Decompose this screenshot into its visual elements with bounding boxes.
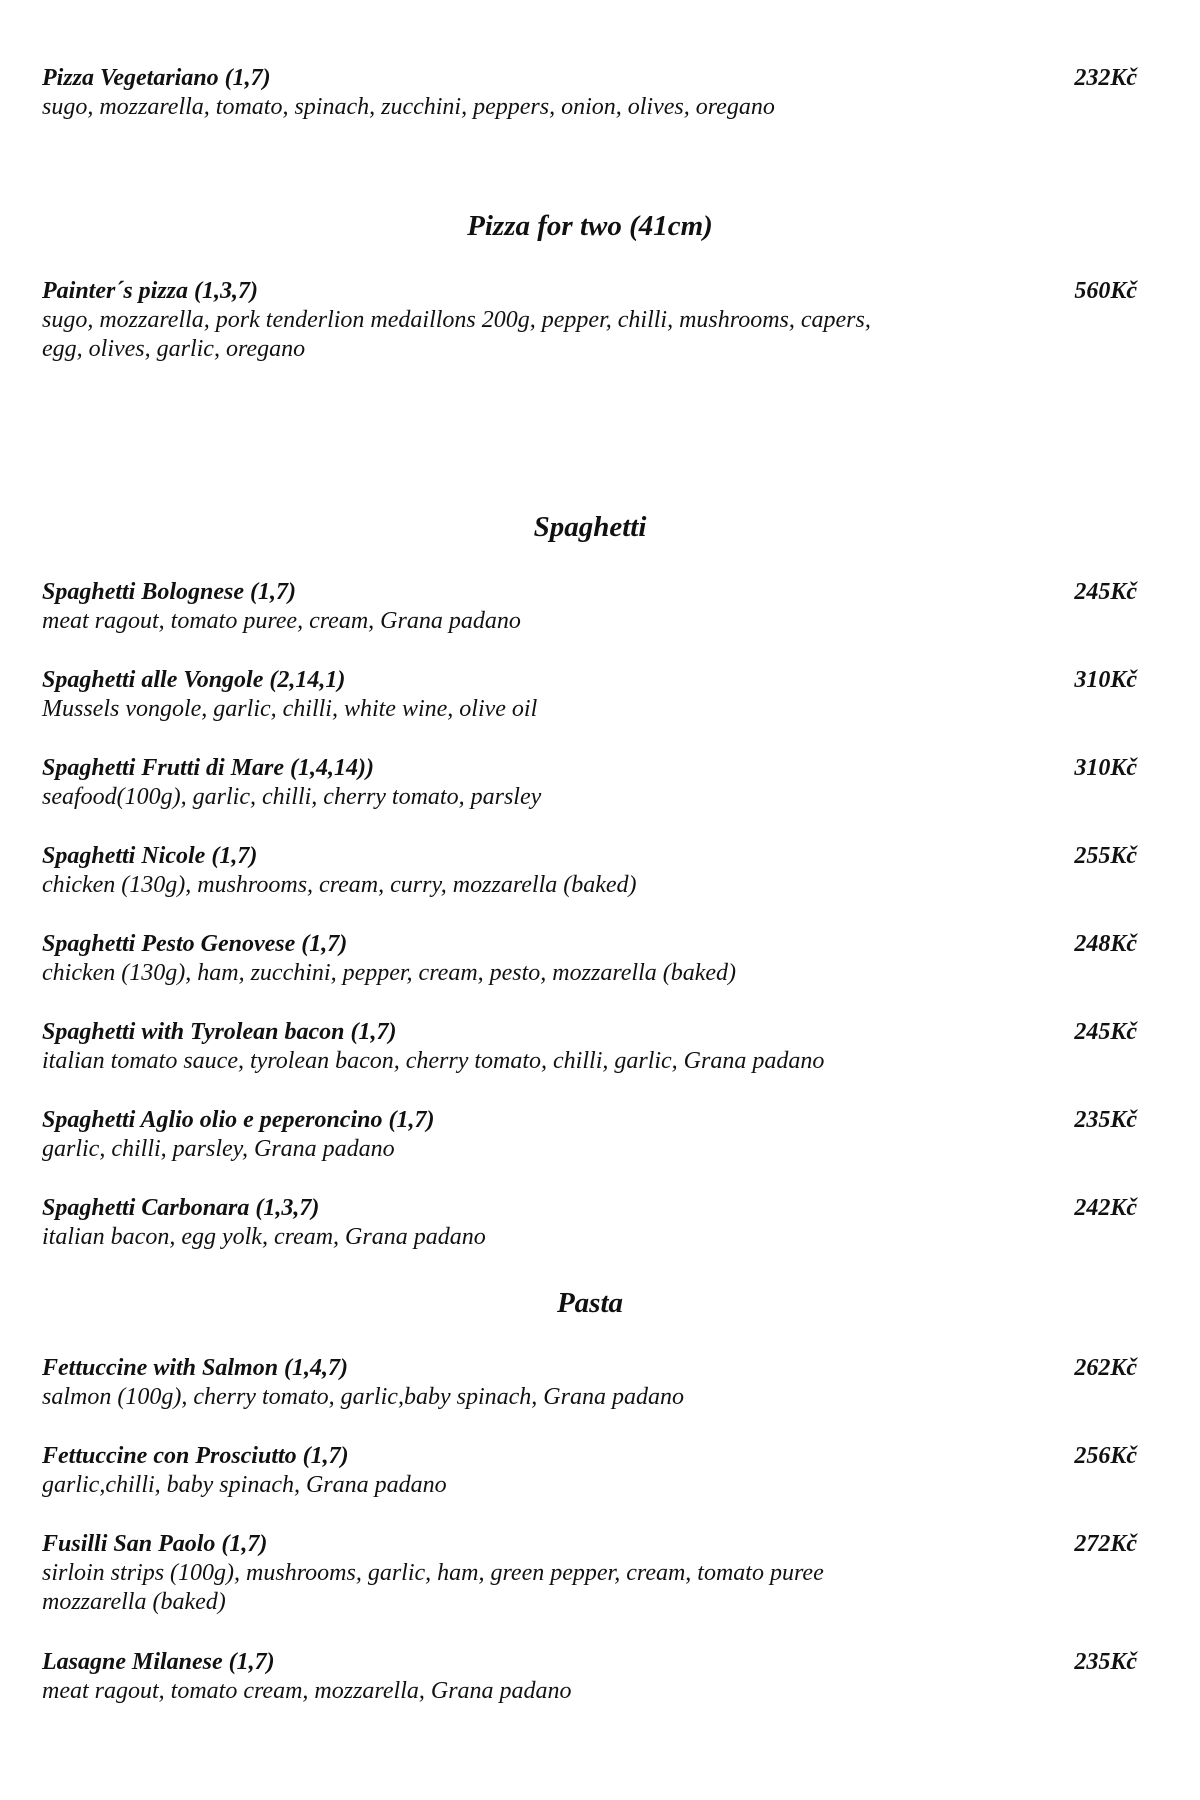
- item-description: mozzarella (baked): [42, 1589, 226, 1615]
- item-name: Spaghetti Pesto Genovese (1,7): [42, 931, 348, 957]
- item-description: chicken (130g), ham, zucchini, pepper, cream, pesto, mozzarella (baked): [42, 960, 737, 986]
- section-title-spaghetti: Spaghetti: [533, 511, 647, 543]
- item-name: Spaghetti Frutti di Mare (1,4,14)): [42, 755, 375, 781]
- item-price: 235Kč: [1074, 1649, 1137, 1675]
- item-description: sirloin strips (100g), mushrooms, garlic, ham, green pepper, cream, tomato puree: [42, 1560, 824, 1586]
- item-name: Spaghetti with Tyrolean bacon (1,7): [42, 1019, 397, 1045]
- item-description: italian tomato sauce, tyrolean bacon, cherry tomato, chilli, garlic, Grana padano: [42, 1048, 825, 1074]
- section-title-pasta: Pasta: [556, 1287, 624, 1319]
- item-name: Spaghetti Aglio olio e peperoncino (1,7): [42, 1107, 435, 1133]
- item-name: Fettuccine con Prosciutto (1,7): [42, 1443, 349, 1469]
- item-description: italian bacon, egg yolk, cream, Grana padano: [42, 1224, 486, 1250]
- item-description: Mussels vongole, garlic, chilli, white wine, olive oil: [42, 696, 538, 722]
- section-title-pizza-for-two: Pizza for two (41cm): [467, 210, 713, 242]
- item-name: Spaghetti Carbonara (1,3,7): [42, 1195, 320, 1221]
- item-price: 310Kč: [1074, 667, 1137, 693]
- item-name: Lasagne Milanese (1,7): [42, 1649, 275, 1675]
- item-name: Spaghetti alle Vongole (2,14,1): [42, 667, 346, 693]
- item-description: chicken (130g), mushrooms, cream, curry, mozzarella (baked): [42, 872, 637, 898]
- item-description: garlic,chilli, baby spinach, Grana padano: [42, 1472, 447, 1498]
- item-name: Fettuccine with Salmon (1,4,7): [42, 1355, 349, 1381]
- item-price: 262Kč: [1074, 1355, 1137, 1381]
- item-description: salmon (100g), cherry tomato, garlic,baby spinach, Grana padano: [42, 1384, 684, 1410]
- item-price: 255Kč: [1074, 843, 1137, 869]
- item-price: 248Kč: [1074, 931, 1137, 957]
- item-name: Pizza Vegetariano (1,7): [42, 65, 271, 91]
- item-price: 272Kč: [1074, 1531, 1137, 1557]
- item-name: Spaghetti Bolognese (1,7): [42, 579, 297, 605]
- item-price: 256Kč: [1074, 1443, 1137, 1469]
- item-description: seafood(100g), garlic, chilli, cherry tomato, parsley: [42, 784, 542, 810]
- item-price: 232Kč: [1074, 65, 1137, 91]
- item-price: 242Kč: [1074, 1195, 1137, 1221]
- item-price: 235Kč: [1074, 1107, 1137, 1133]
- item-description: meat ragout, tomato puree, cream, Grana padano: [42, 608, 521, 634]
- item-description: sugo, mozzarella, tomato, spinach, zucchini, peppers, onion, olives, oregano: [42, 94, 775, 120]
- item-price: 245Kč: [1074, 1019, 1137, 1045]
- item-price: 560Kč: [1074, 278, 1137, 304]
- item-description: egg, olives, garlic, oregano: [42, 336, 306, 362]
- item-description: sugo, mozzarella, pork tenderlion medaillons 200g, pepper, chilli, mushrooms, capers,: [42, 307, 871, 333]
- item-price: 310Kč: [1074, 755, 1137, 781]
- item-name: Fusilli San Paolo (1,7): [42, 1531, 268, 1557]
- item-description: garlic, chilli, parsley, Grana padano: [42, 1136, 395, 1162]
- item-description: meat ragout, tomato cream, mozzarella, Grana padano: [42, 1678, 572, 1704]
- item-price: 245Kč: [1074, 579, 1137, 605]
- item-name: Spaghetti Nicole (1,7): [42, 843, 258, 869]
- item-name: Painter´s pizza (1,3,7): [42, 278, 258, 304]
